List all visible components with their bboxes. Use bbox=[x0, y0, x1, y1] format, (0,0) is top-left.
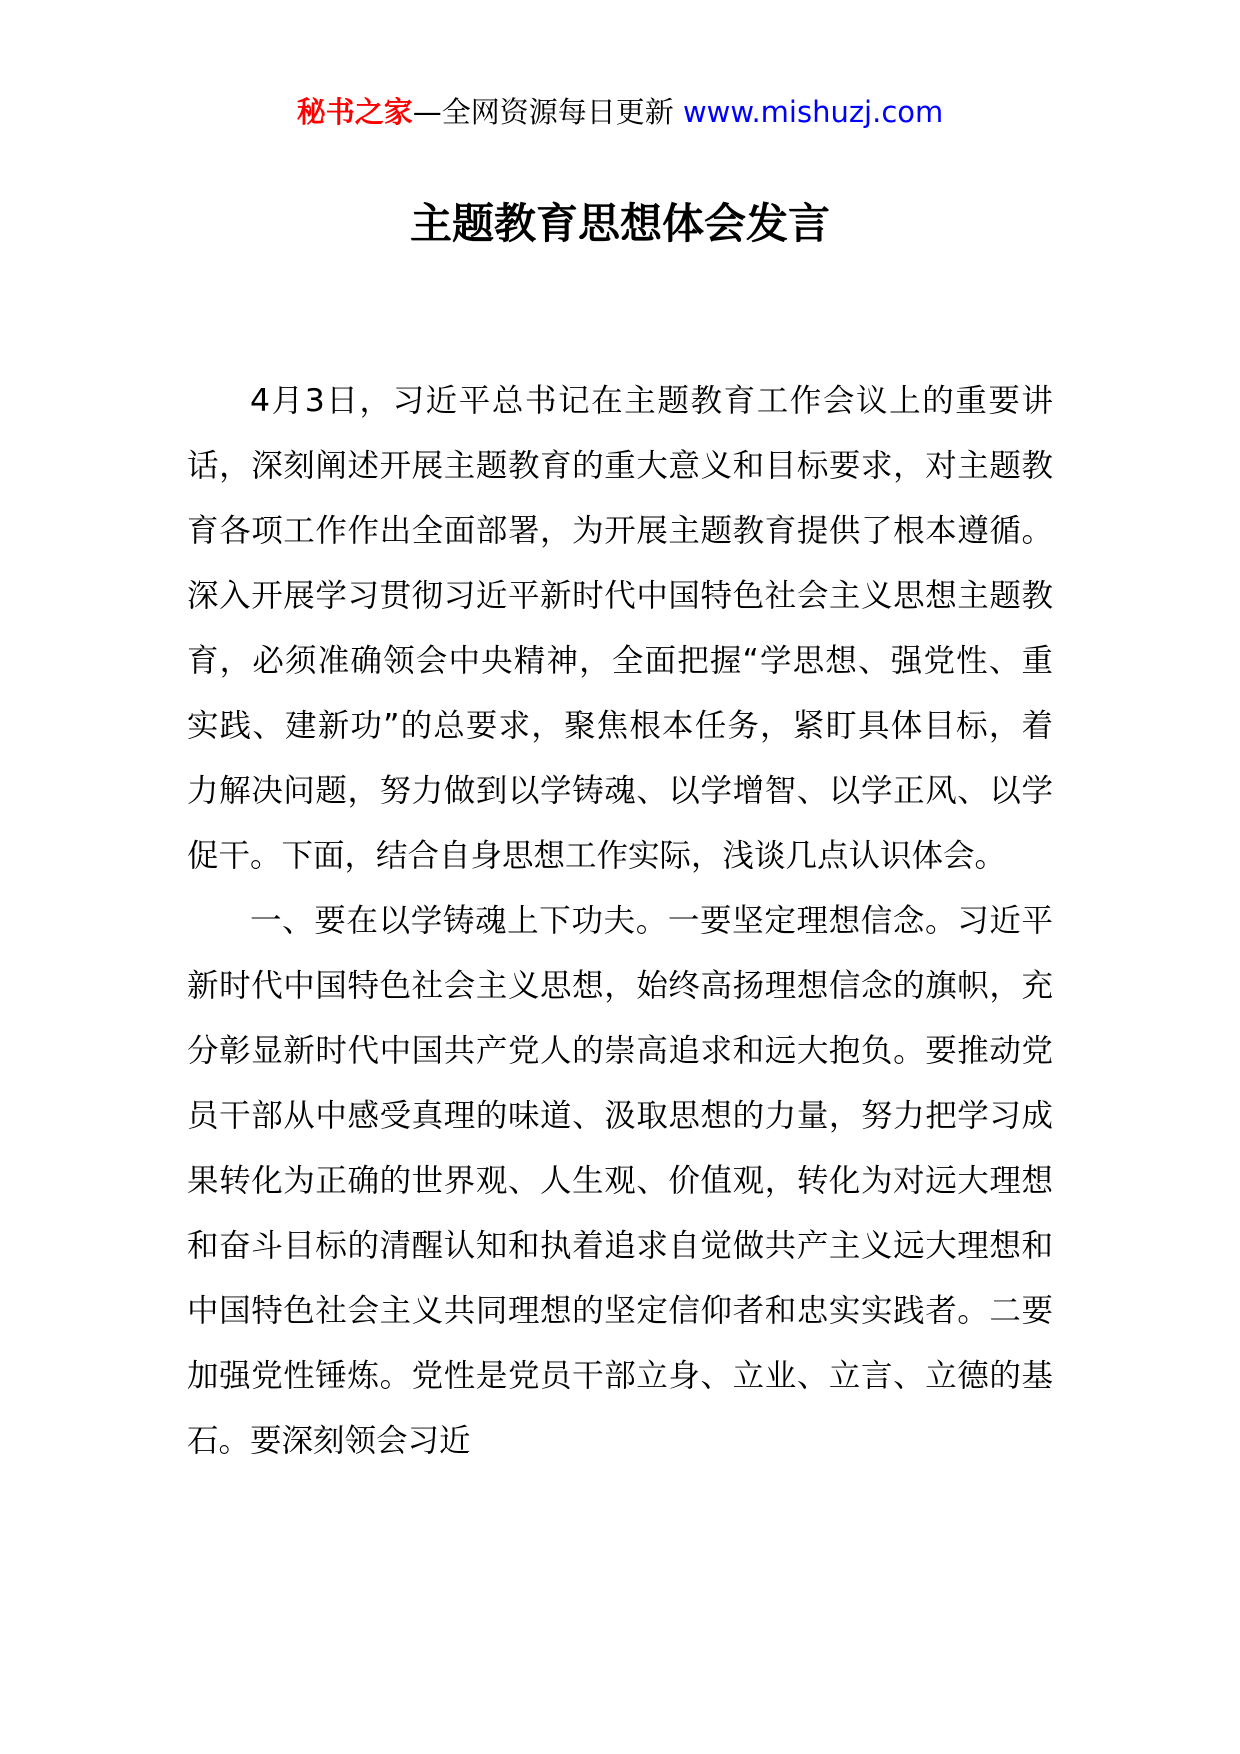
header-tagline: —全网资源每日更新 bbox=[412, 95, 674, 129]
paragraph-section-one: 一、要在以学铸魂上下功夫。一要坚定理想信念。习近平新时代中国特色社会主义思想，始终高扬理想信念的旗帜，充分彰显新时代中国共产党人的崇高追求和远大抱负。要推动党员干部从中感受真理的味道、汲取思想的力量，努力把学习成果转化为正确的世界观、人生观、价值观，转化为对远大理想和奋斗目标的清醒认知和执着追求自觉做共产主义远大理想和中国特色社会主义共同理想的坚定信仰者和忠实实践者。二要加强党性锤炼。党性是党员干部立身、立业、立言、立德的基石。要深刻领会习近 bbox=[187, 903, 1053, 1459]
site-header bbox=[0, 92, 1240, 132]
document-title: 主题教育思想体会发言 bbox=[409, 199, 830, 248]
site-url[interactable]: www.mishuzj.com bbox=[682, 95, 944, 129]
document-body bbox=[187, 369, 1053, 1474]
paragraph-intro: 4月3日，习近平总书记在主题教育工作会议上的重要讲话，深刻阐述开展主题教育的重大意义和目标要求，对主题教育各项工作作出全面部署，为开展主题教育提供了根本遵循。深入开展学习贯彻习近平新时代中国特色社会主义思想主题教育，必须准确领会中央精神，全面把握“学思想、强党性、重实践、建新功”的总要求，聚焦根本任务，紧盯具体目标，着力解决问题，努力做到以学铸魂、以学增智、以学正风、以学促干。下面，结合自身思想工作实际，浅谈几点认识体会。 bbox=[187, 383, 1053, 874]
brand-name: 秘书之家 bbox=[296, 95, 413, 129]
